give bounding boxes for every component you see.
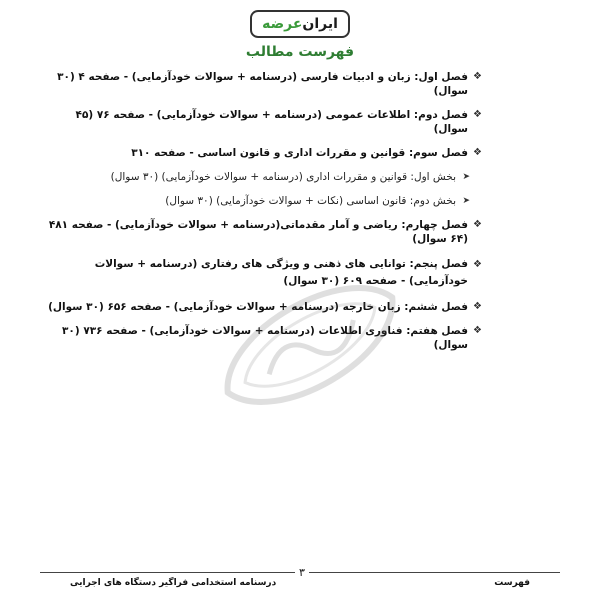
diamond-bullet-icon: ❖ xyxy=(473,259,482,270)
footer-book-title: درسنامه استخدامی فراگیر دستگاه های اجرایی xyxy=(70,578,277,588)
diamond-bullet-icon: ❖ xyxy=(473,325,482,336)
toc-item-text: فصل دوم: اطلاعات عمومی (درسنامه + سوالات خودآزمایی) - صفحه ۷۶ (۴۵ سوال) xyxy=(75,109,468,135)
toc-item-text: فصل سوم: قوانین و مقررات اداری و قانون اساسی - صفحه ۳۱۰ xyxy=(131,147,468,159)
page-title: فهرست مطالب xyxy=(245,44,355,60)
arrow-bullet-icon: ➤ xyxy=(462,172,470,182)
diamond-bullet-icon: ❖ xyxy=(473,71,482,82)
toc-item-text: فصل چهارم: ریاضی و آمار مقدماتی(درسنامه + سوالات خودآزمایی) - صفحه ۴۸۱ (۶۴ سوال) xyxy=(48,219,468,245)
page-number: ۳ xyxy=(295,566,309,579)
footer-section-label: فهرست xyxy=(494,578,530,588)
arrow-bullet-icon: ➤ xyxy=(462,196,470,206)
toc-item xyxy=(42,108,482,136)
toc-item xyxy=(42,218,482,246)
toc-subitem-text: بخش دوم: قانون اساسی (نکات + سوالات خودآزمایی) (۳۰ سوال) xyxy=(165,195,456,207)
toc-subitem xyxy=(42,194,482,208)
toc-item xyxy=(42,146,482,160)
toc-item-text: فصل ششم: زبان خارجه (درسنامه + سوالات خودآزمایی) - صفحه ۶۵۶ (۳۰ سوال) xyxy=(48,301,468,313)
toc-item xyxy=(42,324,482,352)
table-of-contents xyxy=(42,70,482,362)
toc-item xyxy=(42,256,482,290)
diamond-bullet-icon: ❖ xyxy=(473,109,482,120)
toc-item-text: فصل هفتم: فناوری اطلاعات (درسنامه + سوالات خودآزمایی) - صفحه ۷۳۶ (۳۰ سوال) xyxy=(62,325,468,351)
toc-item xyxy=(42,70,482,98)
logo-text-part1: ایران xyxy=(302,16,338,32)
brand-logo xyxy=(250,10,350,38)
toc-item-text: فصل اول: زبان و ادبیات فارسی (درسنامه + سوالات خودآزمایی) - صفحه ۴ (۳۰ سوال) xyxy=(57,71,468,97)
toc-subitem xyxy=(42,170,482,184)
diamond-bullet-icon: ❖ xyxy=(473,147,482,158)
toc-item xyxy=(42,300,482,314)
toc-item-text: فصل پنجم: توانایی های ذهنی و ویژگی های رفتاری (درسنامه + سوالات خودآزمایی) - صفحه ۶۰۹ (۳۰ سوال) xyxy=(94,258,468,287)
toc-subitem-text: بخش اول: قوانین و مقررات اداری (درسنامه + سوالات خودآزمایی) (۳۰ سوال) xyxy=(110,171,456,183)
logo-text-part2: عرضه xyxy=(262,16,303,32)
diamond-bullet-icon: ❖ xyxy=(473,301,482,312)
diamond-bullet-icon: ❖ xyxy=(473,219,482,230)
